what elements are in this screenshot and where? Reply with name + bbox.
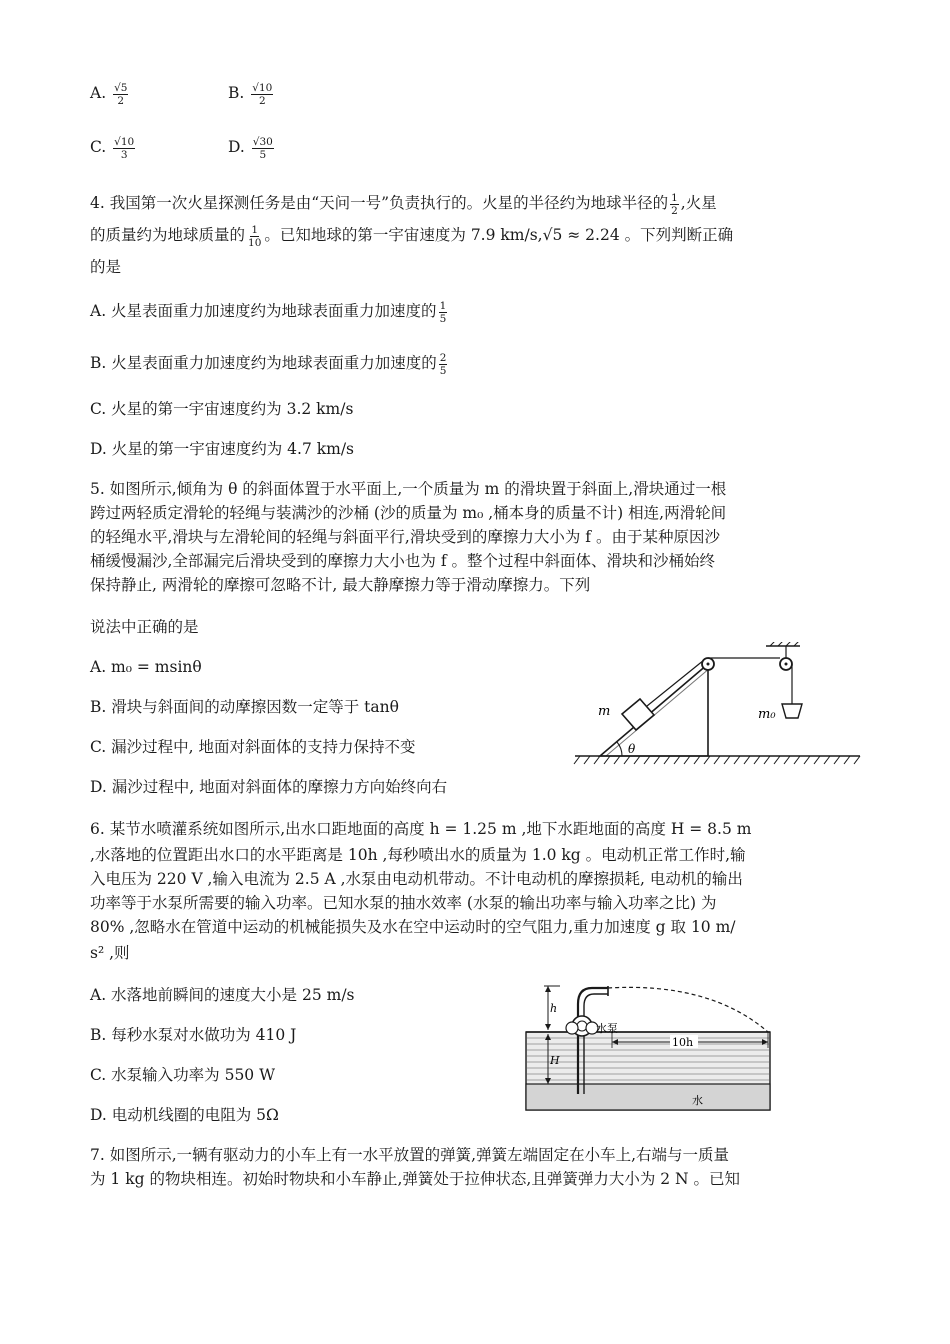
q5-stem-line-1: 5. 如图所示,倾角为 θ 的斜面体置于水平面上,一个质量为 m 的滑块置于斜面上,滑块通过一根 (90, 480, 727, 498)
q6-water-trajectory (608, 987, 768, 1032)
q3-c-denominator: 3 (120, 148, 128, 161)
q5-sand-bucket (782, 704, 802, 718)
q3-a-denominator: 2 (117, 94, 125, 107)
q5-incline-figure (570, 642, 870, 772)
q6-label-pump: 水泵 (596, 1022, 618, 1035)
q3-c-numerator: √10 (114, 135, 135, 148)
q7-stem-line-1: 7. 如图所示,一辆有驱动力的小车上有一水平放置的弹簧,弹簧左端固定在小车上,右端与一质量 (90, 1146, 729, 1164)
q3-option-c: C. $\frac{√10}{3}$ (90, 135, 135, 161)
q4-stem-line-3: 的是 (90, 258, 122, 276)
q6-option-c: C. 水泵输入功率为 550 W (90, 1066, 276, 1084)
q6-option-a: A. 水落地前瞬间的速度大小是 25 m/s (90, 986, 355, 1004)
q6-label-H: H (550, 1054, 560, 1067)
q5-stem-line-3: 的轻绳水平,滑块与左滑轮间的轻绳与斜面平行,滑块受到的摩擦力大小为 f 。由于某种原因沙 (90, 528, 720, 546)
q6-underground-water (526, 1084, 770, 1110)
q3-option-a: A. $\frac{√5}{2}$ (90, 81, 128, 107)
q3-option-b: B. $\frac{√10}{2}$ (228, 81, 273, 107)
q3-option-d: D. $\frac{√30}{5}$ (228, 135, 273, 161)
q4-option-d: D. 火星的第一宇宙速度约为 4.7 km/s (90, 440, 355, 458)
q5-option-a: A. m₀ = msinθ (90, 658, 202, 676)
q3-d-numerator: √30 (252, 135, 273, 148)
q4-stem-line-1: 4. 我国第一次火星探测任务是由“天问一号”负责执行的。火星的半径约为地球半径的 $\frac{1}{2}$ ,火星 (90, 191, 717, 217)
q4-option-b: B. 火星表面重力加速度约为地球表面重力加速度的 $\frac{2}{5}$ (90, 351, 447, 377)
q3-b-denominator: 2 (258, 94, 266, 107)
q6-label-water: 水 (692, 1094, 703, 1107)
q6-stem-line-3: 入电压为 220 V ,输入电流为 2.5 A ,水泵由电动机带动。不计电动机的摩擦损耗, 电动机的输出 (90, 870, 743, 888)
q5-stem-line-6: 说法中正确的是 (90, 618, 199, 636)
q3-d-denominator: 5 (259, 148, 267, 161)
q7-stem-line-2: 为 1 kg 的物块相连。初始时物块和小车静止,弹簧处于拉伸状态,且弹簧弹力大小为 2 N 。已知 (90, 1170, 741, 1188)
q5-option-c: C. 漏沙过程中, 地面对斜面体的支持力保持不变 (90, 738, 416, 756)
q6-option-d: D. 电动机线圈的电阻为 5Ω (90, 1106, 279, 1124)
q6-sprinkler-figure (520, 974, 780, 1114)
q5-stem-line-5: 保持静止, 两滑轮的摩擦可忽略不计, 最大静摩擦力等于滑动摩擦力。下列 (90, 576, 591, 594)
q6-stem-line-2: ,水落地的位置距出水口的水平距离是 10h ,每秒喷出水的质量为 1.0 kg 。电动机正常工作时,输 (90, 846, 746, 864)
q5-label-m: m (598, 704, 611, 719)
q3-a-numerator: √5 (114, 81, 128, 94)
q5-label-m0: m₀ (758, 707, 776, 722)
q5-option-d: D. 漏沙过程中, 地面对斜面体的摩擦力方向始终向右 (90, 778, 448, 796)
q6-stem-line-4: 功率等于水泵所需要的输入功率。已知水泵的抽水效率 (水泵的输出功率与输入功率之比) 为 (90, 894, 717, 912)
q6-label-h: h (550, 1002, 558, 1015)
q3-b-numerator: √10 (252, 81, 273, 94)
q6-option-b: B. 每秒水泵对水做功为 410 J (90, 1026, 297, 1044)
q5-option-b: B. 滑块与斜面间的动摩擦因数一定等于 tanθ (90, 698, 399, 716)
q6-stem-line-6: s² ,则 (90, 944, 130, 962)
q4-option-c: C. 火星的第一宇宙速度约为 3.2 km/s (90, 400, 354, 418)
q5-incline-body (600, 664, 708, 756)
q6-stem-line-5: 80% ,忽略水在管道中运动的机械能损失及水在空中运动时的空气阻力,重力加速度 g 取 10 m/ (90, 918, 736, 936)
q4-option-a: A. 火星表面重力加速度约为地球表面重力加速度的 $\frac{1}{5}$ (90, 299, 447, 325)
q4-stem-line-2: 的质量约为地球质量的 $\frac{1}{10}$ 。已知地球的第一宇宙速度为 7.9 km/s,√5 ≈ 2.24 。下列判断正确 (90, 223, 734, 249)
q6-stem-line-1: 6. 某节水喷灌系统如图所示,出水口距地面的高度 h = 1.25 m ,地下水距地面的高度 H = 8.5 m (90, 820, 752, 838)
q5-stem-line-2: 跨过两轻质定滑轮的轻绳与装满沙的沙桶 (沙的质量为 m₀ ,桶本身的质量不计) 相连,两滑轮间 (90, 504, 727, 522)
q5-label-theta: θ (628, 742, 636, 756)
q6-label-10h: 10h (672, 1036, 694, 1049)
q5-stem-line-4: 桶缓慢漏沙,全部漏完后滑块受到的摩擦力大小也为 f 。整个过程中斜面体、滑块和沙桶始终 (90, 552, 716, 570)
